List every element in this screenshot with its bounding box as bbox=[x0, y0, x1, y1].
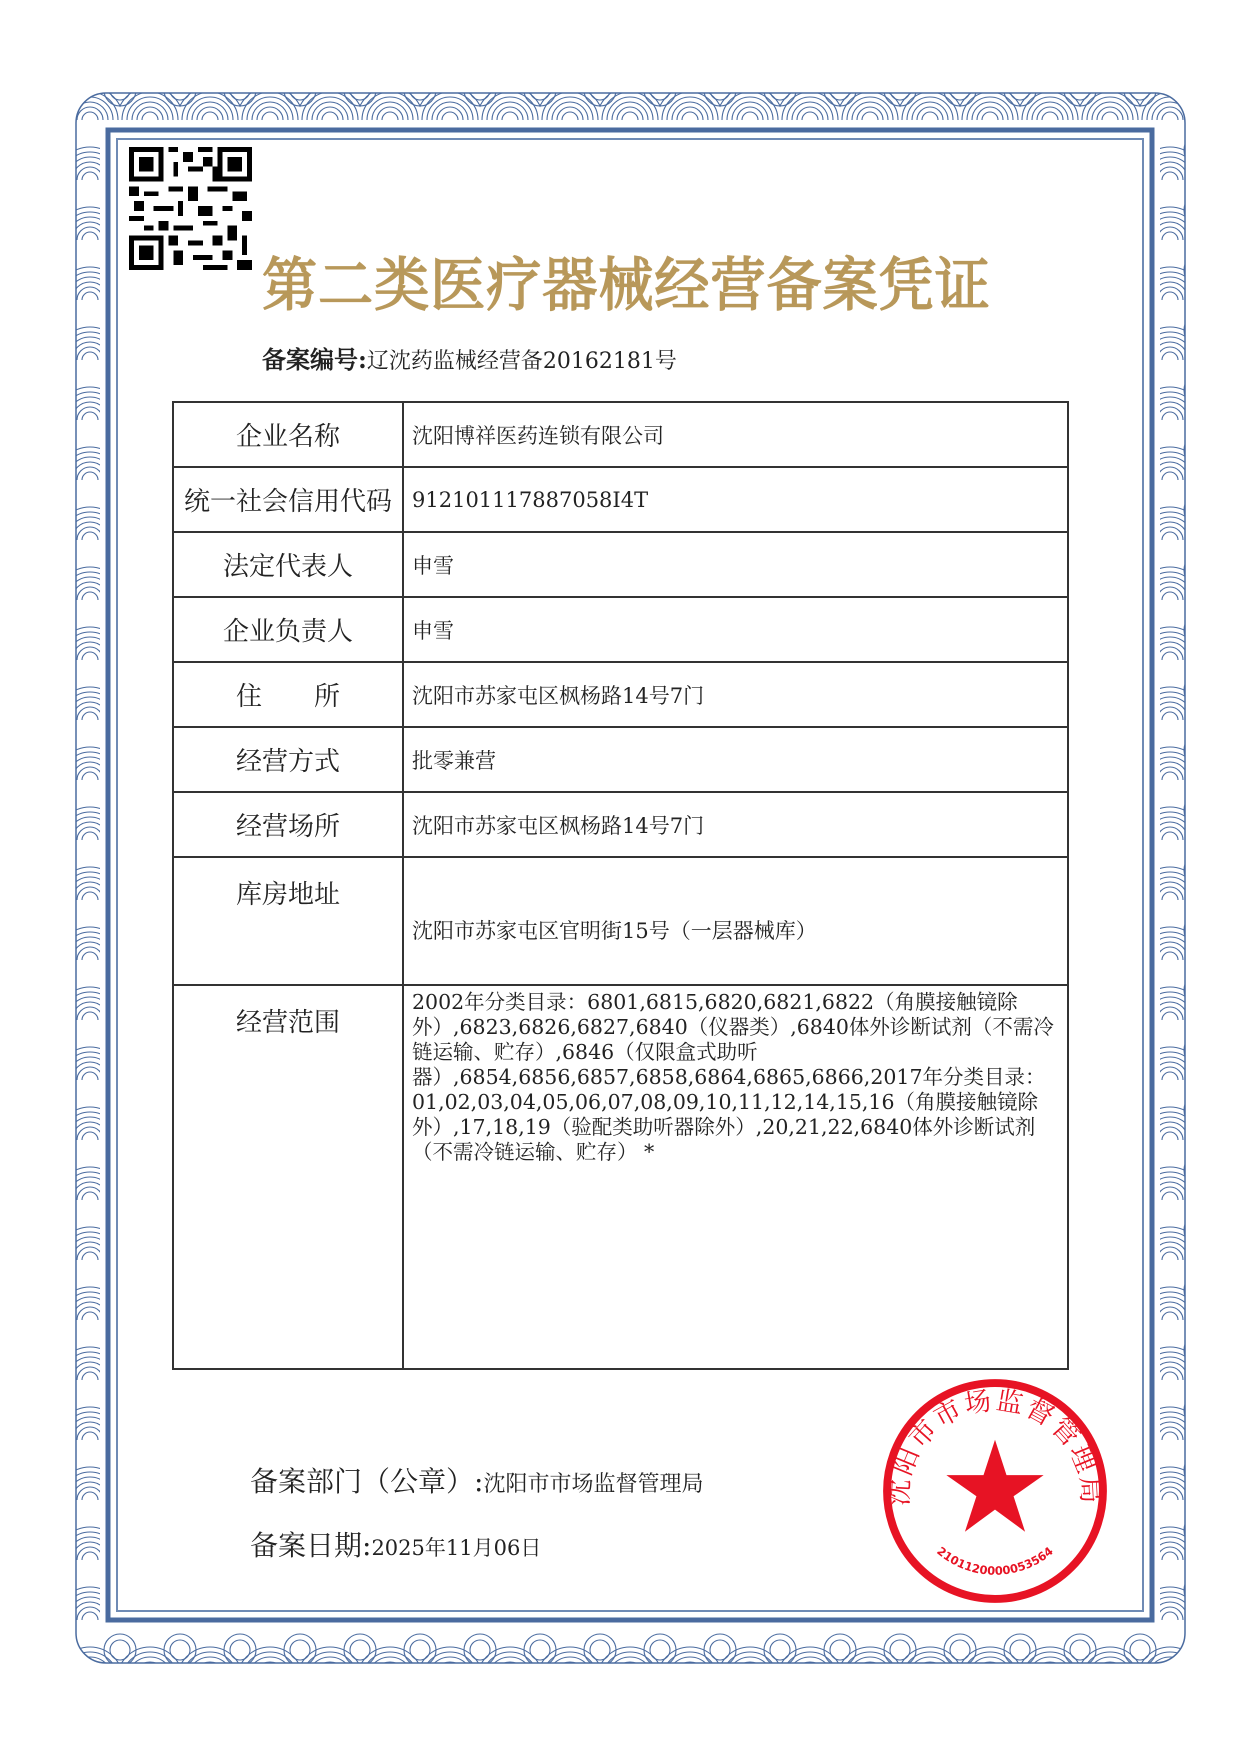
field-value: 沈阳博祥医药连锁有限公司 bbox=[403, 402, 1068, 467]
field-value: 2002年分类目录：6801,6815,6820,6821,6822（角膜接触镜除外）,6823,6826,6827,6840（仪器类）,6840体外诊断试剂（不需冷链运输、贮存）,6846（仅限盒式助听器）,6854,6856,6857,6858,6864,6865,6866,2017年分类目录：01,02,03,04,05,06,07,08,09,10,11,12,14,15,16（角膜接触镜除外）,17,18,19（验配类助听器除外）,20,21,22,6840体外诊断试剂（不需冷链运输、贮存） * bbox=[403, 985, 1068, 1369]
field-value: 沈阳市苏家屯区枫杨路14号7门 bbox=[403, 792, 1068, 857]
table-row bbox=[173, 857, 1068, 985]
star-icon bbox=[946, 1440, 1043, 1532]
field-label: 法定代表人 bbox=[173, 532, 403, 597]
table-row bbox=[173, 597, 1068, 662]
date-value: 2025年11月06日 bbox=[371, 1536, 542, 1560]
field-value: 912101117887058I4T bbox=[403, 467, 1068, 532]
table-row bbox=[173, 402, 1068, 467]
field-label: 企业负责人 bbox=[173, 597, 403, 662]
field-label: 住 所 bbox=[173, 662, 403, 727]
qr-code bbox=[127, 147, 254, 270]
field-value: 沈阳市苏家屯区官明街15号（一层器械库） bbox=[403, 857, 1068, 985]
table-row bbox=[173, 727, 1068, 792]
department-label: 备案部门（公章）: bbox=[250, 1465, 484, 1498]
table-row bbox=[173, 985, 1068, 1369]
info-table bbox=[172, 401, 1069, 1370]
seal-code: 2101120000053564 bbox=[934, 1543, 1056, 1578]
field-label: 经营范围 bbox=[173, 985, 403, 1369]
field-label: 企业名称 bbox=[173, 402, 403, 467]
field-value: 批零兼营 bbox=[403, 727, 1068, 792]
table-row bbox=[173, 662, 1068, 727]
official-seal bbox=[880, 1376, 1110, 1606]
date-line bbox=[250, 1524, 541, 1564]
date-label: 备案日期: bbox=[250, 1529, 372, 1562]
certificate-title: 第二类医疗器械经营备案凭证 bbox=[262, 251, 991, 319]
department-line bbox=[250, 1460, 703, 1500]
record-number-value: 辽沈药监械经营备20162181号 bbox=[366, 349, 677, 374]
table-row bbox=[173, 792, 1068, 857]
field-value: 申雪 bbox=[403, 532, 1068, 597]
field-label: 统一社会信用代码 bbox=[173, 467, 403, 532]
svg-text:2101120000053564 bbox=[934, 1544, 1056, 1578]
table-row bbox=[173, 467, 1068, 532]
record-number-label: 备案编号: bbox=[262, 345, 367, 374]
field-label: 经营场所 bbox=[173, 792, 403, 857]
seal-text: 沈阳市市场监督管理局 bbox=[883, 1384, 1107, 1507]
table-row bbox=[173, 532, 1068, 597]
field-label: 库房地址 bbox=[173, 857, 403, 985]
record-number bbox=[262, 340, 677, 375]
field-value: 沈阳市苏家屯区枫杨路14号7门 bbox=[403, 662, 1068, 727]
field-value: 申雪 bbox=[403, 597, 1068, 662]
field-label: 经营方式 bbox=[173, 727, 403, 792]
department-value: 沈阳市市场监督管理局 bbox=[483, 1472, 704, 1497]
